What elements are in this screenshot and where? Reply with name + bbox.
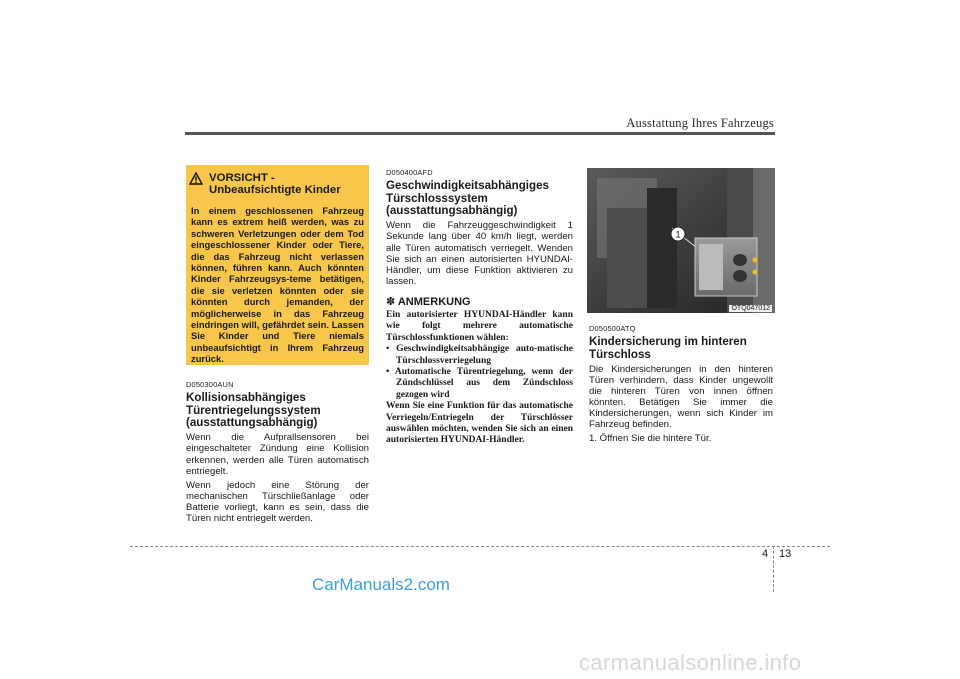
warning-icon xyxy=(189,172,203,185)
page-header-title: Ausstattung Ihres Fahrzeugs xyxy=(626,116,774,130)
watermark-carmanuals2[interactable]: CarManuals2.com xyxy=(312,575,450,594)
door-interior-illustration xyxy=(587,168,775,313)
door-lock-photo xyxy=(587,168,775,313)
footer-rule xyxy=(130,546,830,547)
note-bullet: • Geschwindigkeitsabhängige auto-matische Türschlossverriegelung xyxy=(386,344,573,366)
note-intro: Ein autorisierter HYUNDAI-Händler kann wie folgt mehrere automatische Türschlossfunktionen wählen: xyxy=(386,309,573,343)
section-speed-lock xyxy=(386,167,573,447)
figure-callout-number: 1 xyxy=(675,229,681,240)
step-item: 1. Öffnen Sie die hintere Tür. xyxy=(589,433,712,445)
caution-box xyxy=(186,165,369,365)
paragraph: Wenn die Fahrzeuggeschwindigkeit 1 Sekunde lang über 40 km/h liegt, werden alle Türen automatisch verriegelt. Wenden Sie sich an einen autorisierten HYUNDAI-Händler, um diese Funktion aktivieren zu lassen. xyxy=(386,220,573,287)
chapter-number: 4 xyxy=(762,548,769,560)
section-code: D050500ATQ xyxy=(589,324,636,333)
caution-title-line1: VORSICHT - xyxy=(209,172,275,184)
section-heading: Geschwindigkeitsabhängiges Türschlosssystem (ausstattungsabhängig) xyxy=(386,179,549,217)
caution-title-line2: Unbeaufsichtigte Kinder xyxy=(209,184,341,197)
paragraph: Wenn die Aufprallsensoren bei eingeschalteter Zündung eine Kollision erkennen, werden alle Türen automatisch entriegelt. xyxy=(186,432,369,477)
note-outro: Wenn Sie eine Funktion für das automatische Verriegeln/Entriegeln der Türschlösser auswählen möchten, wenden Sie sich an einen autorisierten HYUNDAI-Händler. xyxy=(386,401,573,446)
note-bullet: • Automatische Türentriegelung, wenn der Zündschlüssel aus dem Zündschloss gezogen wird xyxy=(386,367,573,400)
watermark-carmanualsonline: carmanualsonline.info xyxy=(579,650,802,675)
figure-caption: OTQ047012 xyxy=(731,305,770,312)
section-crash-unlock xyxy=(186,379,369,527)
section-code: D050400AFD xyxy=(386,168,433,177)
note-body xyxy=(386,310,573,447)
footer-divider xyxy=(773,546,774,592)
caution-title xyxy=(202,172,341,197)
header-rule xyxy=(185,132,775,135)
page-number: 13 xyxy=(779,548,792,560)
section-heading: Kollisionsabhängiges Türentriegelungssystem (ausstattungsabhängig) xyxy=(186,391,321,429)
paragraph: Die Kindersicherungen in den hinteren Türen verhindern, dass Kinder ungewollt die hinteren Türen von innen öffnen könnten. Betätigen Sie immer die Kindersicherungen, wenn sich Kinder im Fahrzeug befinden. xyxy=(589,363,773,431)
caution-text: In einem geschlossenen Fahrzeug kann es extrem heiß werden, was zu schweren Verletzungen oder dem Tod eingeschlossener Kinder oder Tiere, die das Fahrzeug nicht verlassen können, führen kann. Auch könnten Kinder Fahrzeugsys-teme betätigen, die sie verletzen könnten oder sie könnten durch jemanden, der möglicherweise in das Fahrzeug eindringen will, gefährdet sein. Lassen Sie Kinder und Tiere niemals unbeaufsichtigt in Ihrem Fahrzeug zurück. xyxy=(191,205,364,365)
section-code: D050300AUN xyxy=(186,380,234,389)
section-child-lock xyxy=(589,323,773,448)
paragraph: Wenn jedoch eine Störung der mechanischen Türschließanlage oder Batterie vorliegt, kann es sein, dass die Türen nicht entriegelt werden. xyxy=(186,479,369,524)
note-title: ✽ ANMERKUNG xyxy=(386,295,471,308)
section-heading: Kindersicherung im hinteren Türschloss xyxy=(589,335,747,361)
